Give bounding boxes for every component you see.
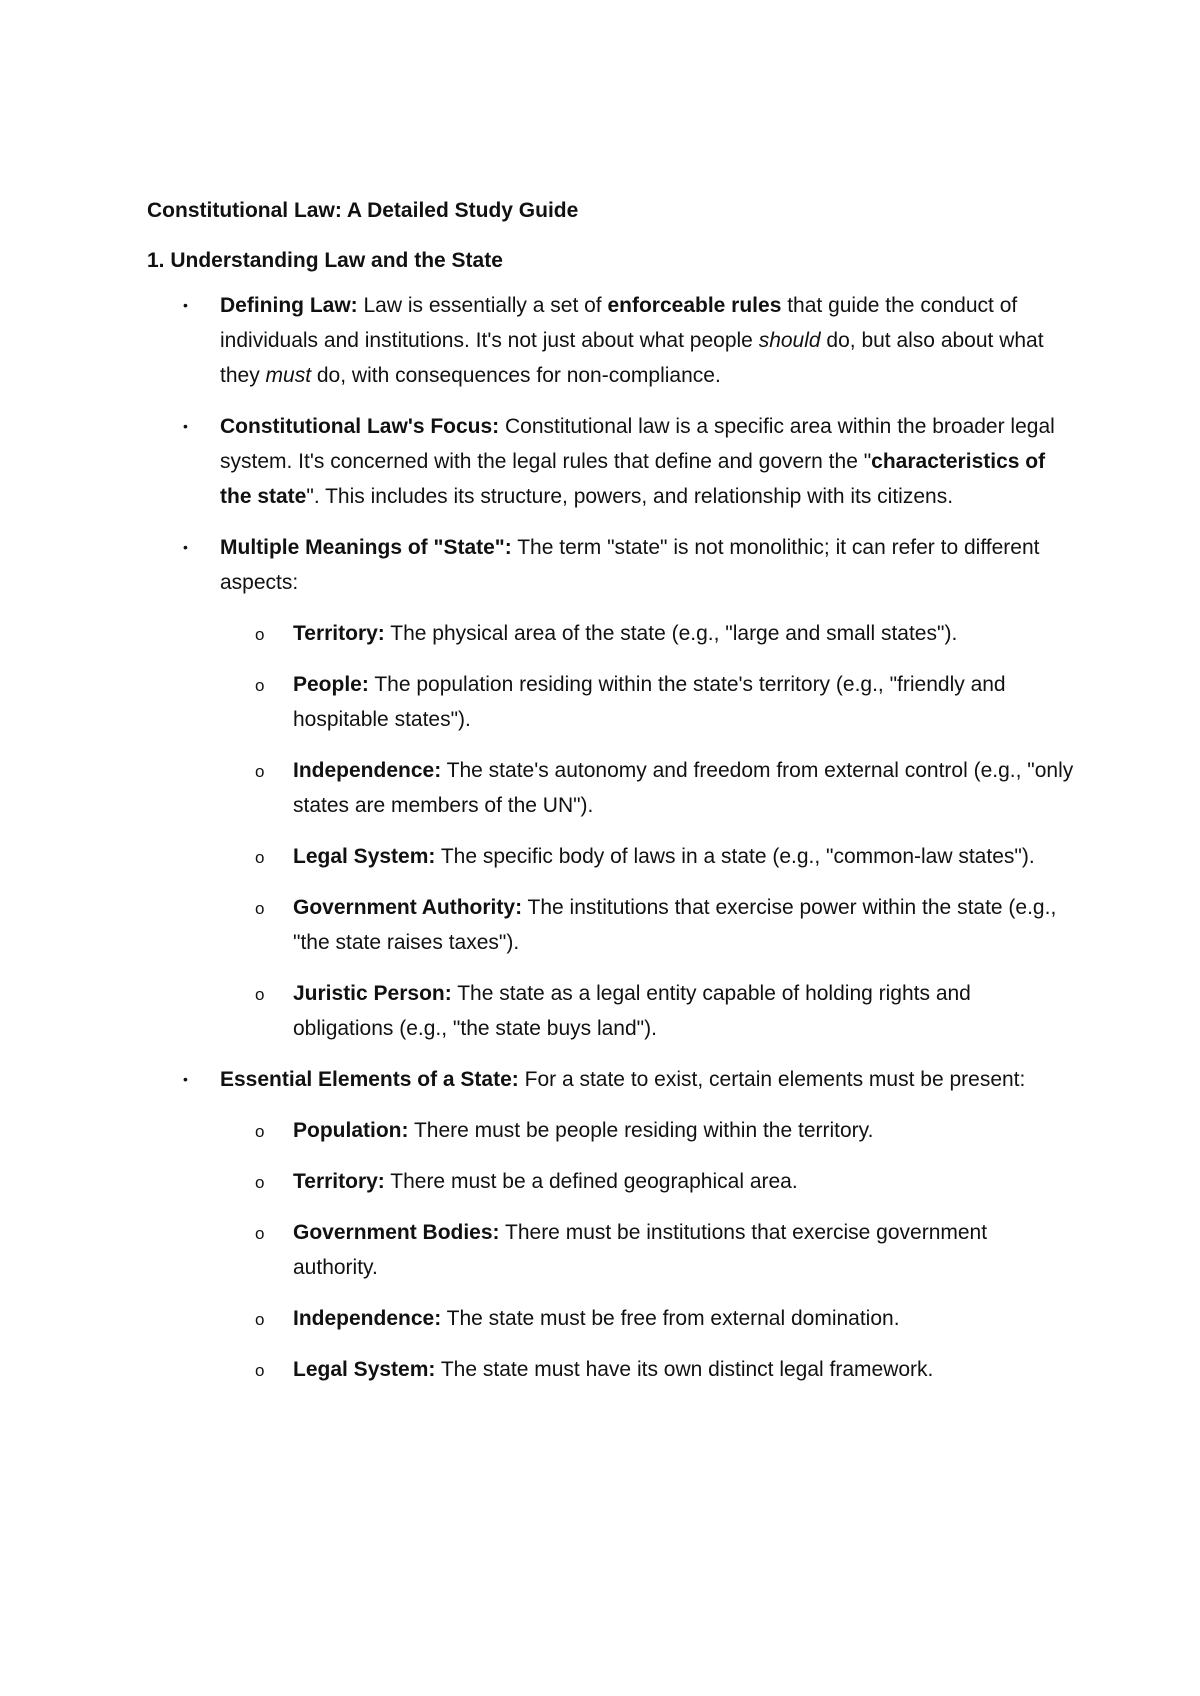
item-text: Constitutional law is a specific area within the broader legal system. It's concerned with the legal rules that define and govern the " [220,415,1055,473]
sub-list-item [220,1215,1077,1285]
item-text: The term "state" is not monolithic; it can refer to different aspects: [220,536,1040,594]
sub-list-item [220,616,1077,651]
bullet-icon: • [183,297,188,313]
sub-item-text: There must be a defined geographical area. [384,1170,798,1193]
item-label: Essential Elements of a State: [220,1068,519,1091]
sub-item-label: Independence: [293,1307,442,1330]
list-item-elements [147,1062,1077,1387]
list-item-meanings [147,530,1077,1046]
sub-bullet-icon: o [255,1173,265,1192]
italic-text: must [265,364,312,387]
sub-list-elements [220,1113,1077,1387]
sub-item-text: The specific body of laws in a state (e.g., "common-law states"). [435,845,1035,868]
bullet-icon: • [183,539,188,555]
sub-item-label: Territory: [293,1170,385,1193]
item-text: For a state to exist, certain elements must be present: [518,1068,1026,1091]
list-item-focus [147,409,1077,514]
sub-bullet-icon: o [255,899,265,918]
sub-bullet-icon: o [255,985,265,1004]
item-text: Law is essentially a set of [357,294,608,317]
item-text: ". This includes its structure, powers, and relationship with its citizens. [306,485,954,508]
sub-item-label: People: [293,673,369,696]
section-heading: 1. Understanding Law and the State [147,249,503,272]
sub-list-item [220,1352,1077,1387]
sub-list-item [220,1301,1077,1336]
sub-item-label: Juristic Person: [293,982,452,1005]
sub-list-item [220,1113,1077,1148]
sub-item-text: The state must be free from external domination. [441,1307,900,1330]
item-text: do, with consequences for non-compliance. [311,364,721,387]
sub-list-item [220,753,1077,823]
sub-item-text: The institutions that exercise power within the state (e.g., "the state raises taxes"). [293,896,1057,954]
main-bullet-list [147,288,1077,1387]
sub-item-label: Legal System: [293,1358,436,1381]
sub-list-item [220,976,1077,1046]
emphasis-text: enforceable rules [607,294,782,317]
sub-item-text: The state's autonomy and freedom from external control (e.g., "only states are members of the UN"). [293,759,1074,817]
item-label: Constitutional Law's Focus: [220,415,500,438]
sub-item-label: Government Bodies: [293,1221,500,1244]
sub-list-item [220,667,1077,737]
sub-item-label: Legal System: [293,845,436,868]
sub-list-item [220,1164,1077,1199]
sub-bullet-icon: o [255,676,265,695]
bullet-icon: • [183,1071,188,1087]
sub-bullet-icon: o [255,1310,265,1329]
sub-bullet-icon: o [255,848,265,867]
sub-item-label: Population: [293,1119,409,1142]
bullet-icon: • [183,418,188,434]
item-label: Multiple Meanings of "State": [220,536,512,559]
sub-bullet-icon: o [255,1361,265,1380]
sub-list-item [220,839,1077,874]
sub-bullet-icon: o [255,625,265,644]
sub-item-text: The state as a legal entity capable of holding rights and obligations (e.g., "the state buys land"). [293,982,971,1040]
sub-item-text: There must be institutions that exercise government authority. [293,1221,988,1279]
sub-item-text: The physical area of the state (e.g., "large and small states"). [384,622,958,645]
sub-bullet-icon: o [255,1122,265,1141]
sub-bullet-icon: o [255,762,265,781]
document-page [147,193,1077,1403]
emphasis-text: characteristics of the state [220,450,1046,508]
sub-item-text: The population residing within the state's territory (e.g., "friendly and hospitable states"). [293,673,1006,731]
sub-list-item [220,890,1077,960]
item-label: Defining Law: [220,294,358,317]
sub-item-label: Territory: [293,622,385,645]
sub-item-label: Government Authority: [293,896,523,919]
document-title: Constitutional Law: A Detailed Study Guide [147,199,579,222]
sub-item-text: There must be people residing within the territory. [408,1119,874,1142]
sub-item-text: The state must have its own distinct legal framework. [435,1358,934,1381]
italic-text: should [758,329,821,352]
sub-list-meanings [220,616,1077,1046]
list-item-defining-law [147,288,1077,393]
sub-bullet-icon: o [255,1224,265,1243]
sub-item-label: Independence: [293,759,442,782]
item-text: that guide the conduct of individuals and institutions. It's not just about what people [220,294,1018,352]
item-text: do, but also about what they [220,329,1044,387]
